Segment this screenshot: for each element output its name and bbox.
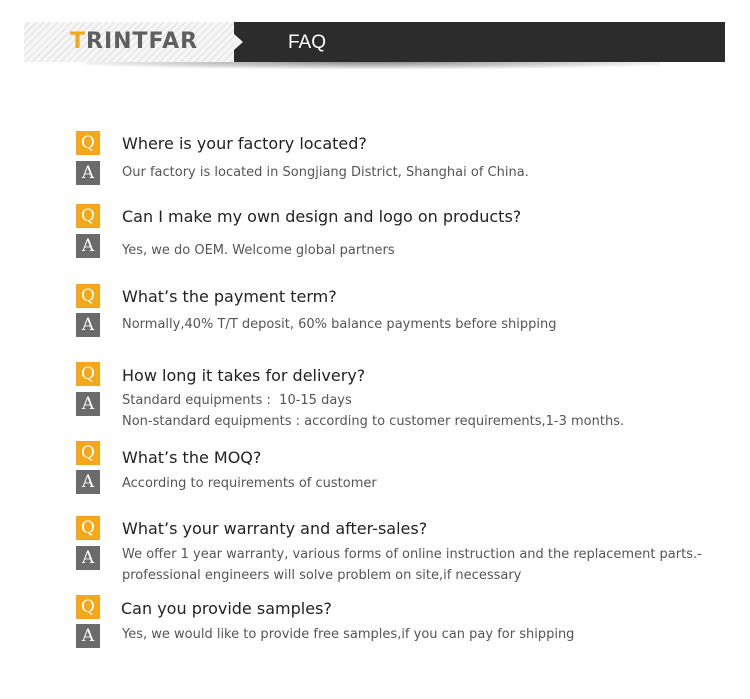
chevron-right-icon xyxy=(234,34,243,50)
faq-answer-line: Non-standard equipments : according to customer requirements,1-3 months. xyxy=(122,414,625,429)
faq-question: What’s your warranty and after-sales? xyxy=(122,519,428,538)
faq-answer-line: We offer 1 year warranty, various forms of online instruction and the replacement parts.- xyxy=(122,547,702,562)
logo-panel xyxy=(24,22,234,62)
answer-badge: A xyxy=(76,234,100,258)
faq-answer: Yes, we do OEM. Welcome global partners xyxy=(122,243,395,258)
banner-shadow xyxy=(85,62,660,69)
faq-answer-line: Standard equipments : 10-15 days xyxy=(122,393,352,408)
question-badge: Q xyxy=(76,362,100,386)
question-badge: Q xyxy=(76,284,100,308)
answer-badge: A xyxy=(76,161,100,185)
answer-badge: A xyxy=(76,392,100,416)
question-badge: Q xyxy=(76,204,100,228)
question-badge: Q xyxy=(76,595,100,619)
faq-answer: Our factory is located in Songjiang District, Shanghai of China. xyxy=(122,165,529,180)
faq-answer: According to requirements of customer xyxy=(122,476,377,491)
question-badge: Q xyxy=(76,441,100,465)
question-badge: Q xyxy=(76,516,100,540)
answer-badge: A xyxy=(76,470,100,494)
brand-logo xyxy=(70,29,198,55)
logo-text: RINTFAR xyxy=(86,29,199,54)
faq-question: Can I make my own design and logo on products? xyxy=(122,207,522,226)
faq-answer-line: professional engineers will solve problem on site,if necessary xyxy=(122,568,522,583)
faq-question: Can you provide samples? xyxy=(121,599,332,618)
faq-answer: Yes, we would like to provide free samples,if you can pay for shipping xyxy=(122,627,575,642)
page-title: FAQ xyxy=(288,32,327,53)
answer-badge: A xyxy=(76,624,100,648)
faq-question: What’s the payment term? xyxy=(122,287,337,306)
faq-question: Where is your factory located? xyxy=(122,134,367,153)
logo-accent-letter: T xyxy=(70,29,87,54)
answer-badge: A xyxy=(76,546,100,570)
faq-answer: Normally,40% T/T deposit, 60% balance payments before shipping xyxy=(122,317,557,332)
faq-question: How long it takes for delivery? xyxy=(122,366,366,385)
question-badge: Q xyxy=(76,131,100,155)
answer-badge: A xyxy=(76,313,100,337)
faq-question: What’s the MOQ? xyxy=(122,448,262,467)
faq-banner xyxy=(24,22,725,62)
